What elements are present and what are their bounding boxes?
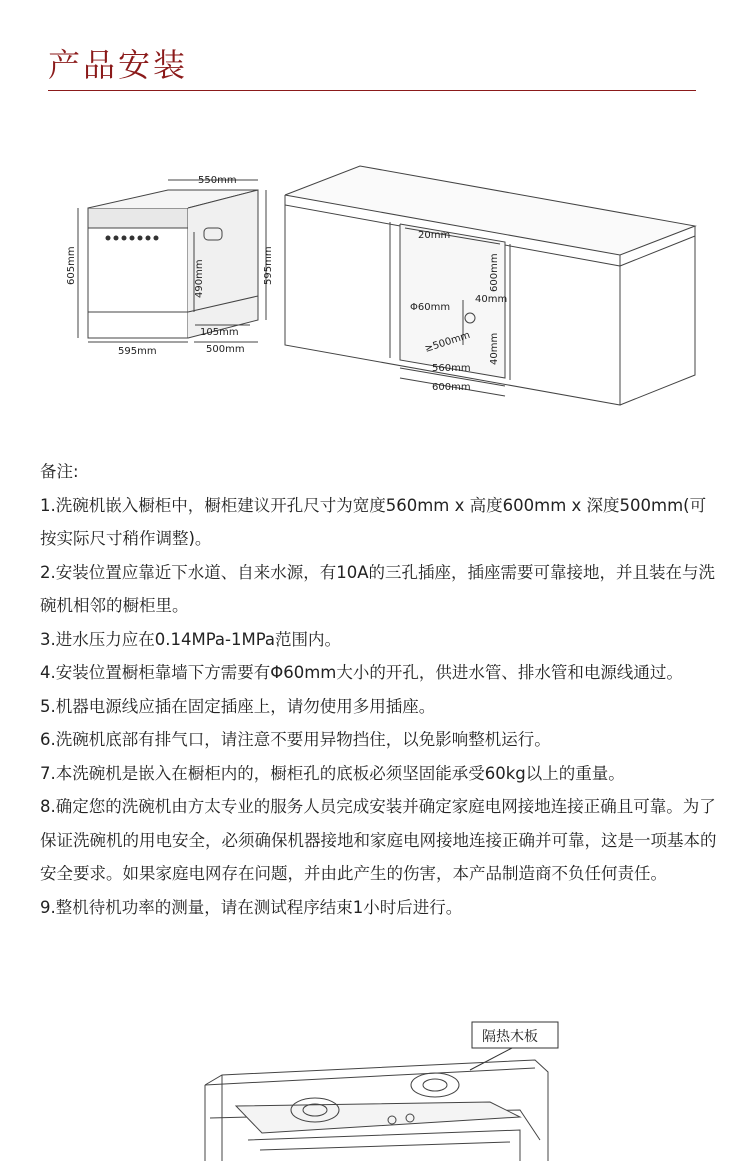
dim-bottom-width: 595mm (118, 346, 157, 357)
note-item-4: 4.安装位置橱柜靠墙下方需要有Φ60mm大小的开孔，供进水管、排水管和电源线通过。 (40, 663, 683, 682)
dishwasher-drawing (78, 180, 266, 342)
note-item-8: 8.确定您的洗碗机由方太专业的服务人员完成安装并确定家庭电网接地连接正确且可靠。为了保证洗碗机的用电安全，必须确保机器接地和家庭电网接地连接正确并可靠，这是一项基本的安全要求。如果家庭电网存在问题，并由此产生的伤害，本产品制造商不负任何责任。 (40, 797, 717, 883)
dim-front-height: 605mm (66, 246, 77, 285)
stove-drawing (205, 1060, 548, 1161)
dim-side-height: 595mm (263, 246, 274, 285)
note-item-2: 2.安装位置应靠近下水道、自来水源，有10A的三孔插座，插座需要可靠接地，并且装在与洗碗机相邻的橱柜里。 (40, 562, 716, 615)
dim-inner-width: 560mm (432, 363, 471, 374)
dim-hole-diameter: Φ60mm (410, 302, 451, 313)
installation-notes (40, 455, 720, 924)
dim-opening-height: 600mm (489, 253, 500, 292)
dim-top-width: 550mm (198, 175, 237, 186)
insulation-board-label: 隔热木板 (482, 1029, 538, 1045)
notes-heading: 备注: (40, 462, 79, 481)
note-item-5: 5.机器电源线应插在固定插座上，请勿使用多用插座。 (40, 696, 436, 716)
note-item-9: 9.整机待机功率的测量，请在测试程序结束1小时后进行。 (40, 897, 463, 917)
note-item-3: 3.进水压力应在0.14MPa-1MPa范围内。 (40, 629, 342, 649)
dim-gap: 20mm (418, 230, 451, 241)
dim-door-height: 490mm (194, 259, 205, 298)
dim-plinth-depth: 105mm (200, 327, 239, 338)
dim-side-depth: 500mm (206, 344, 245, 355)
dim-depth: ≥500mm (423, 329, 472, 355)
dim-hole-offset: 40mm (475, 294, 508, 305)
note-item-7: 7.本洗碗机是嵌入在橱柜内的，橱柜孔的底板必须坚固能承受60kg以上的重量。 (40, 763, 625, 783)
note-item-1: 1.洗碗机嵌入橱柜中，橱柜建议开孔尺寸为宽度560mm x 高度600mm x 深度500mm(可按实际尺寸稍作调整)。 (40, 495, 707, 548)
page-title: 产品安装 (48, 46, 189, 84)
note-item-6: 6.洗碗机底部有排气口，请注意不要用异物挡住，以免影响整机运行。 (40, 730, 551, 749)
stove-diagram (0, 1000, 750, 1161)
dim-hole-height: 40mm (489, 332, 500, 365)
dim-outer-width: 600mm (432, 382, 471, 393)
installation-diagram (0, 0, 750, 420)
